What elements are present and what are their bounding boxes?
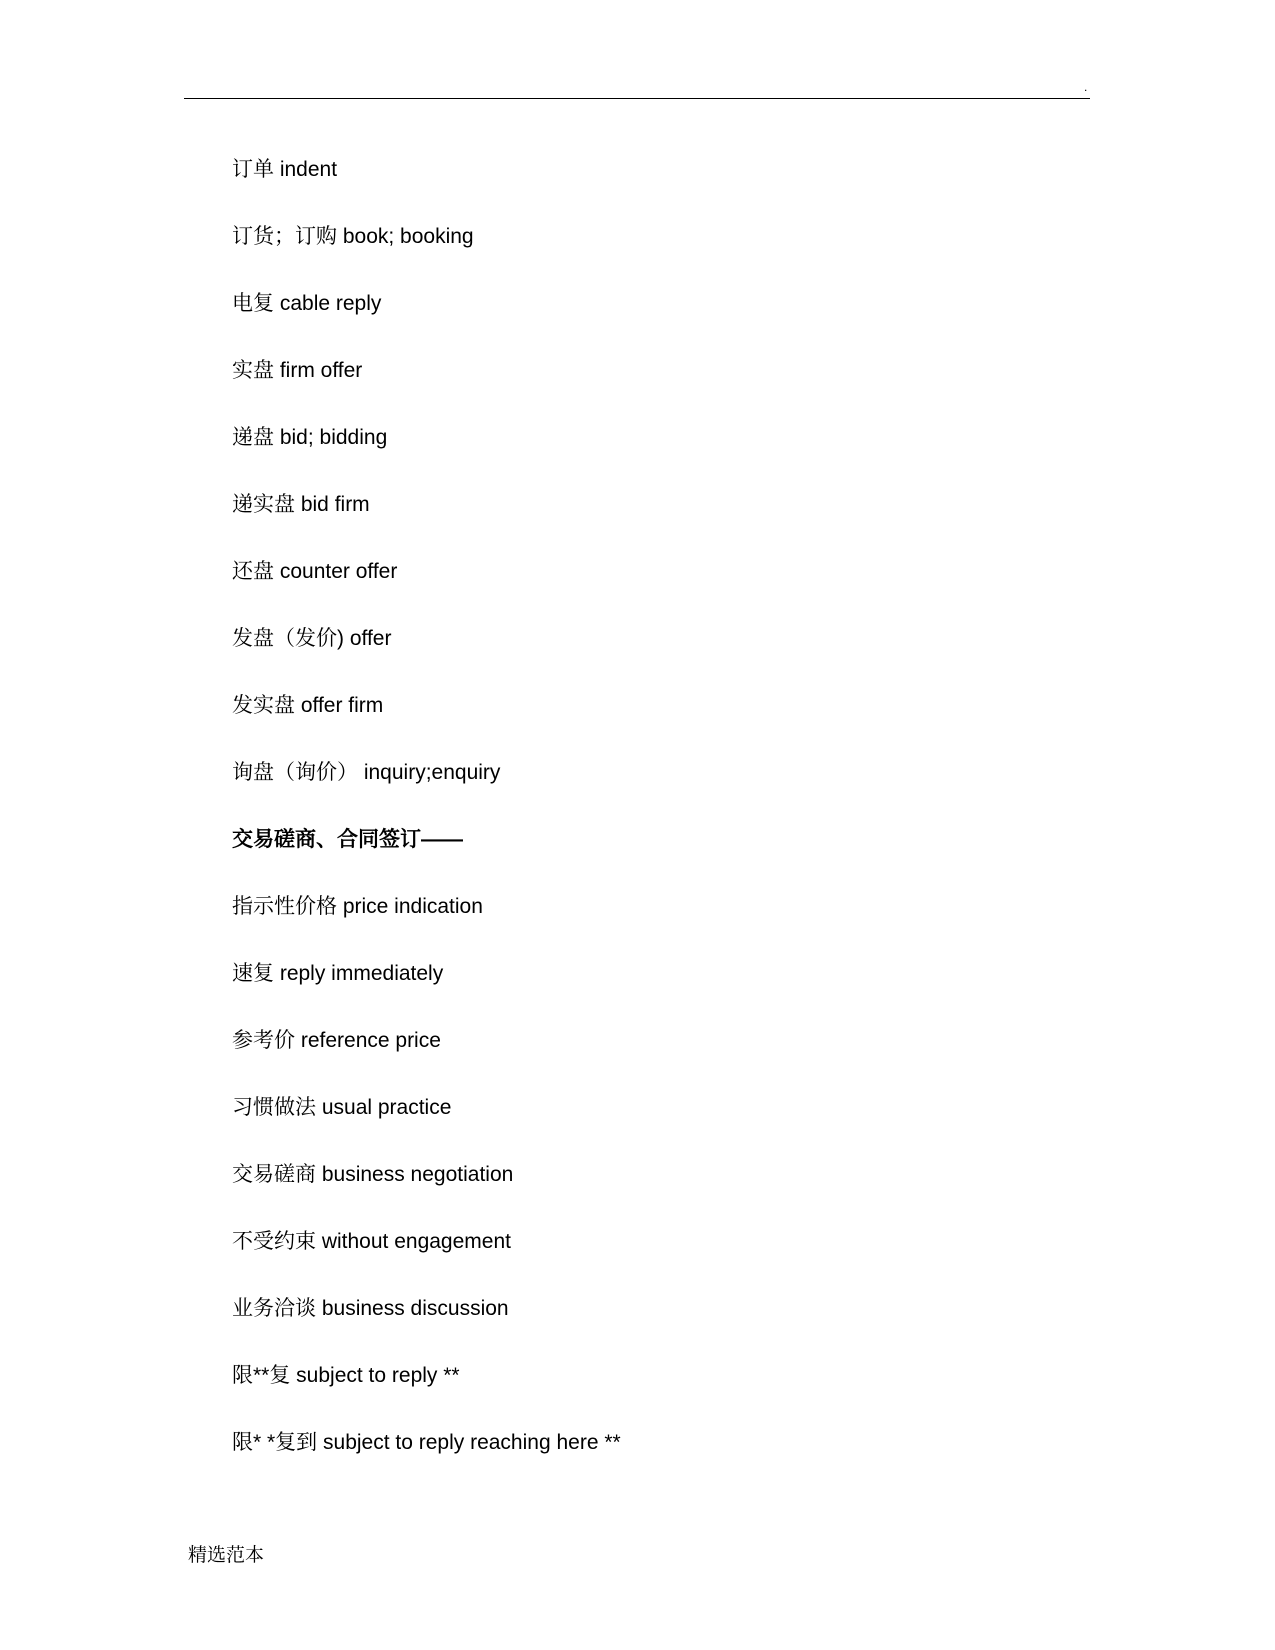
glossary-list bbox=[232, 150, 1052, 1490]
glossary-entry: 速复 reply immediately bbox=[232, 962, 444, 985]
glossary-entry: 限* *复到 subject to reply reaching here ** bbox=[232, 1431, 621, 1454]
section-heading: 交易磋商、合同签订—— bbox=[232, 828, 463, 851]
header-mark: . bbox=[1084, 80, 1088, 94]
footer-label: 精选范本 bbox=[188, 1545, 265, 1566]
glossary-entry: 不受约束 without engagement bbox=[232, 1230, 511, 1253]
header-rule bbox=[184, 98, 1090, 99]
glossary-entry: 实盘 firm offer bbox=[232, 359, 363, 382]
glossary-entry: 发盘（发价) offer bbox=[232, 627, 392, 650]
glossary-entry: 递实盘 bid firm bbox=[232, 493, 370, 516]
glossary-entry: 限**复 subject to reply ** bbox=[232, 1364, 460, 1387]
glossary-entry: 习惯做法 usual practice bbox=[232, 1096, 452, 1119]
glossary-entry: 递盘 bid; bidding bbox=[232, 426, 388, 449]
glossary-entry: 交易磋商 business negotiation bbox=[232, 1163, 514, 1186]
glossary-entry: 电复 cable reply bbox=[232, 292, 382, 315]
glossary-entry: 指示性价格 price indication bbox=[232, 895, 483, 918]
glossary-entry: 询盘（询价） inquiry;enquiry bbox=[232, 761, 501, 784]
glossary-entry: 参考价 reference price bbox=[232, 1029, 441, 1052]
glossary-entry: 还盘 counter offer bbox=[232, 560, 398, 583]
glossary-entry: 订单 indent bbox=[232, 158, 338, 181]
glossary-entry: 发实盘 offer firm bbox=[232, 694, 384, 717]
glossary-entry: 业务洽谈 business discussion bbox=[232, 1297, 509, 1320]
glossary-entry: 订货；订购 book; booking bbox=[232, 225, 474, 248]
